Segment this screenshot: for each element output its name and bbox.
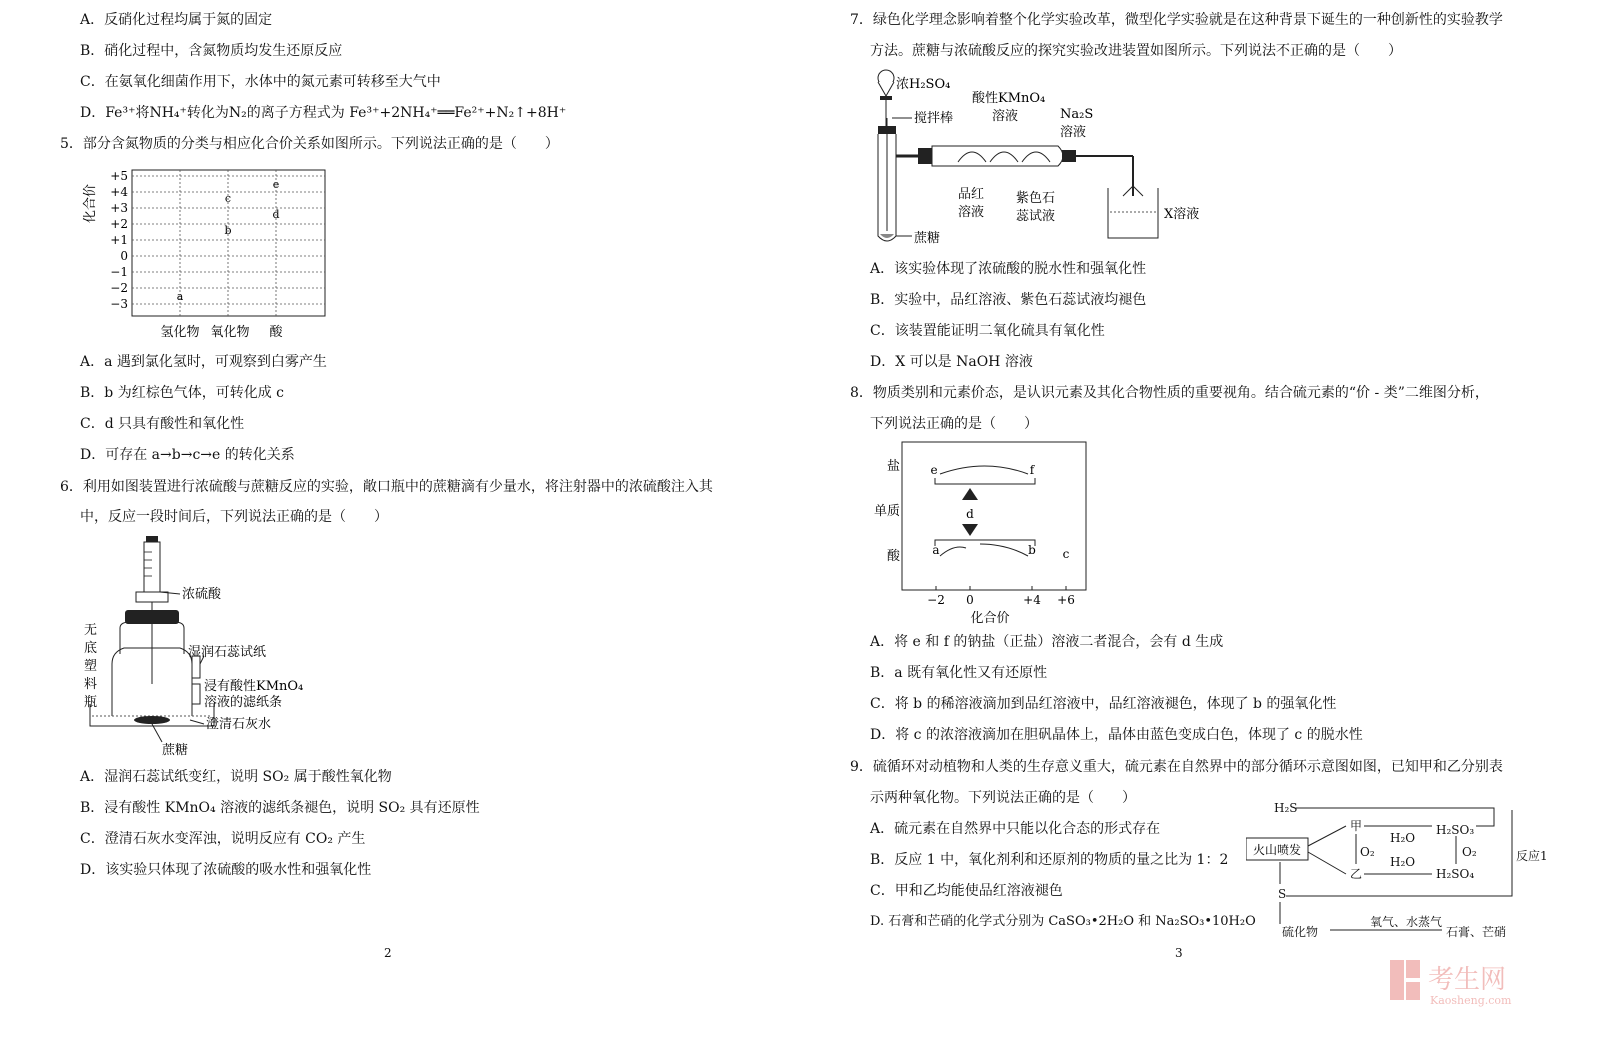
q6-label-paper: 湿润石蕊试纸 <box>188 645 267 660</box>
watermark-url: Kaosheng.com <box>1430 994 1512 1007</box>
q7-option-d: D．X 可以是 NaOH 溶液 <box>870 354 1033 370</box>
q5-tick: +1 <box>110 233 128 247</box>
q8-point-c: c <box>1062 547 1070 561</box>
q7-label-sugar: 蔗糖 <box>914 231 941 246</box>
q7-stem-1: 7．绿色化学理念影响着整个化学实验改革，微型化学实验就是在这种背景下诞生的一种创新性的实验教学 <box>850 12 1503 28</box>
q6-label-bottle: 瓶 <box>84 695 98 710</box>
page-number-left: 2 <box>384 946 392 960</box>
q7-label-x: X溶液 <box>1164 207 1200 222</box>
q7-label-litmus: 紫色石 <box>1016 191 1056 206</box>
watermark-logo <box>1390 958 1550 1012</box>
q9-h2o-2: H₂O <box>1390 855 1416 869</box>
q8-ylabel: 单质 <box>873 504 900 519</box>
q8-ylabel: 酸 <box>886 549 900 564</box>
q9-s: S <box>1278 887 1287 901</box>
q8-option-d: D．将 c 的浓溶液滴加在胆矾晶体上，晶体由蓝色变成白色，体现了 c 的脱水性 <box>870 727 1363 743</box>
q5-tick: +5 <box>110 169 128 183</box>
q9-air: 氧气、水蒸气 <box>1370 915 1443 929</box>
q7-label-na2s: Na₂S <box>1060 107 1094 122</box>
q5-point-c: c <box>224 192 232 205</box>
q5-tick: −2 <box>110 281 128 295</box>
q8-xtick: +4 <box>1023 593 1041 607</box>
q7-label-na2s: 溶液 <box>1060 125 1087 140</box>
q5-point-e: e <box>272 178 280 191</box>
q9-jia: 甲 <box>1350 819 1363 833</box>
q8-sulfur-chart <box>870 440 1110 628</box>
q8-point-e: e <box>930 463 938 477</box>
q7-label-pinhong: 溶液 <box>958 205 985 220</box>
q8-option-b: B．a 既有氧化性又有还原性 <box>870 665 1048 681</box>
q9-sulfide: 硫化物 <box>1282 925 1319 939</box>
q5-xlabel: 氢化物 <box>160 325 200 340</box>
q8-stem-1: 8．物质类别和元素价态，是认识元素及其化合物性质的重要视角。结合硫元素的“价 - 类”二维图分析， <box>850 385 1489 401</box>
q9-stem-2: 示两种氧化物。下列说法正确的是（ ） <box>870 790 1136 806</box>
q4-option-b: B．硝化过程中，含氮物质均发生还原反应 <box>80 43 343 59</box>
q6-label-sugar: 蔗糖 <box>162 743 189 758</box>
q6-label-bottle: 塑 <box>84 659 98 674</box>
q6-option-a: A．湿润石蕊试纸变红，说明 SO₂ 属于酸性氧化物 <box>80 769 392 785</box>
q7-option-a: A．该实验体现了浓硫酸的脱水性和强氧化性 <box>870 261 1147 277</box>
q9-h2so3: H₂SO₃ <box>1436 823 1475 837</box>
q4-option-d: D．Fe³⁺将NH₄⁺转化为N₂的离子方程式为 Fe³⁺+2NH₄⁺══Fe²⁺+N₂↑+8H⁺ <box>80 105 567 121</box>
q6-label-bottle: 底 <box>84 641 98 656</box>
q5-option-d: D．可存在 a→b→c→e 的转化关系 <box>80 447 295 463</box>
q5-tick: +2 <box>110 217 128 231</box>
q8-xtick: 0 <box>966 593 974 607</box>
q6-option-c: C．澄清石灰水变浑浊，说明反应有 CO₂ 产生 <box>80 831 366 847</box>
q6-label-kmno4: 溶液的滤纸条 <box>204 695 283 710</box>
q9-h2so4: H₂SO₄ <box>1436 867 1475 881</box>
q5-tick: 0 <box>120 249 128 263</box>
q8-point-d: d <box>966 507 974 521</box>
q5-tick: −1 <box>110 265 128 279</box>
q7-label-kmno4: 酸性KMnO₄ <box>972 91 1046 106</box>
q5-tick: +4 <box>110 185 128 199</box>
q4-option-a: A．反硝化过程均属于氮的固定 <box>80 12 273 28</box>
q5-option-b: B．b 为红棕色气体，可转化成 c <box>80 385 284 401</box>
q9-sulfur-cycle-diagram <box>1246 796 1556 948</box>
q6-label-acid: 浓硫酸 <box>182 587 222 602</box>
q9-reaction1: 反应1 <box>1516 849 1548 863</box>
q5-option-c: C．d 只具有酸性和氧化性 <box>80 416 245 432</box>
q6-label-bottle: 无 <box>84 623 98 638</box>
q4-option-c: C．在氨氧化细菌作用下，水体中的氮元素可转移至大气中 <box>80 74 441 90</box>
q8-stem-2: 下列说法正确的是（ ） <box>870 416 1038 432</box>
q9-o2-2: O₂ <box>1462 845 1477 859</box>
q8-option-a: A．将 e 和 f 的钠盐（正盐）溶液二者混合，会有 d 生成 <box>870 634 1224 650</box>
q7-label-kmno4: 溶液 <box>992 109 1019 124</box>
q7-label-litmus: 蕊试液 <box>1016 209 1056 224</box>
q9-option-c: C．甲和乙均能使品红溶液褪色 <box>870 883 1063 899</box>
q9-option-d: D. 石膏和芒硝的化学式分别为 CaSO₃•2H₂O 和 Na₂SO₃•10H₂O <box>870 914 1256 929</box>
q5-stem: 5．部分含氮物质的分类与相应化合价关系如图所示。下列说法正确的是（ ） <box>60 136 559 152</box>
q8-point-f: f <box>1029 463 1035 477</box>
q9-stem-1: 9．硫循环对动植物和人类的生存意义重大，硫元素在自然界中的部分循环示意图如图，已知甲和乙分别表 <box>850 759 1503 775</box>
kaosheng-logo-icon <box>1390 958 1550 1008</box>
q7-apparatus-figure <box>868 66 1228 252</box>
q6-label-lime: 澄清石灰水 <box>206 717 272 732</box>
q6-label-kmno4: 浸有酸性KMnO₄ <box>204 679 304 694</box>
q6-option-b: B．浸有酸性 KMnO₄ 溶液的滤纸条褪色，说明 SO₂ 具有还原性 <box>80 800 480 816</box>
page-number-right: 3 <box>1175 946 1183 960</box>
q5-tick: +3 <box>110 201 128 215</box>
q9-o2-1: O₂ <box>1360 845 1375 859</box>
q6-apparatus-figure <box>80 534 340 758</box>
q5-point-b: b <box>224 224 232 237</box>
q9-option-b: B．反应 1 中，氧化剂利和还原剂的物质的量之比为 1：2 <box>870 852 1229 868</box>
q9-volcano: 火山喷发 <box>1252 843 1302 857</box>
q5-ylabel: 化合价 <box>83 184 98 224</box>
q8-xlabel: 化合价 <box>970 611 1010 626</box>
q9-h2o-1: H₂O <box>1390 831 1416 845</box>
q5-xlabel: 氧化物 <box>210 325 250 340</box>
q6-stem-2: 中，反应一段时间后，下列说法正确的是（ ） <box>80 509 388 525</box>
q5-point-a: a <box>176 290 184 303</box>
q5-nitrogen-chart <box>80 164 360 344</box>
q8-option-c: C．将 b 的稀溶液滴加到品红溶液中，品红溶液褪色，体现了 b 的强氧化性 <box>870 696 1337 712</box>
q8-ylabel: 盐 <box>886 459 900 474</box>
q8-xtick: +6 <box>1057 593 1075 607</box>
q7-label-stir: 搅拌棒 <box>914 111 954 126</box>
q7-label-pinhong: 品红 <box>958 187 985 202</box>
q7-stem-2: 方法。蔗糖与浓硫酸反应的探究实验改进装置如图所示。下列说法不正确的是（ ） <box>870 43 1402 59</box>
q7-option-c: C．该装置能证明二氧化硫具有氧化性 <box>870 323 1105 339</box>
q6-label-bottle: 料 <box>84 677 98 692</box>
q7-option-b: B．实验中，品红溶液、紫色石蕊试液均褪色 <box>870 292 1147 308</box>
q8-point-a: a <box>932 543 940 557</box>
q9-h2s: H₂S <box>1274 801 1298 815</box>
q8-xtick: −2 <box>927 593 945 607</box>
q8-point-b: b <box>1028 543 1036 557</box>
q9-yi: 乙 <box>1350 867 1363 881</box>
watermark-brand: 考生网 <box>1428 965 1507 995</box>
q5-point-d: d <box>272 208 280 221</box>
q6-stem-1: 6．利用如图装置进行浓硫酸与蔗糖反应的实验，敞口瓶中的蔗糖滴有少量水，将注射器中的浓硫酸注入其 <box>60 479 713 495</box>
q5-xlabel: 酸 <box>269 325 283 340</box>
q9-minerals: 石膏、芒硝 <box>1446 925 1507 939</box>
q5-option-a: A．a 遇到氯化氢时，可观察到白雾产生 <box>80 354 327 370</box>
q5-tick: −3 <box>110 297 128 311</box>
q9-option-a: A．硫元素在自然界中只能以化合态的形式存在 <box>870 821 1161 837</box>
q7-label-acid: 浓H₂SO₄ <box>896 77 951 92</box>
q6-option-d: D．该实验只体现了浓硫酸的吸水性和强氧化性 <box>80 862 372 878</box>
